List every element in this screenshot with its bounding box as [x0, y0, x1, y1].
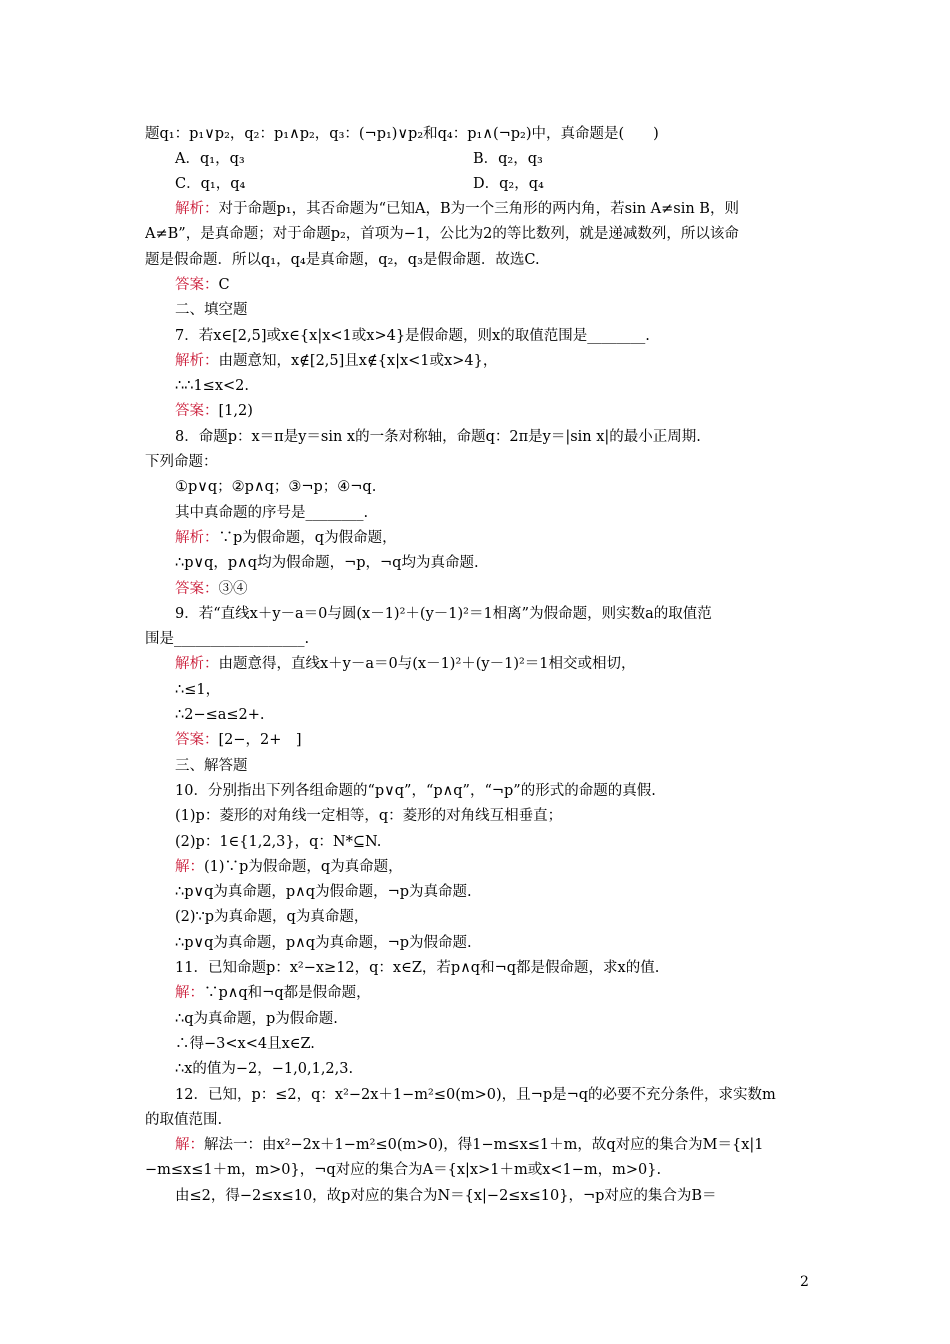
line-text: 由题意知，x∉[2,5]且x∉{x|x<1或x>4}，: [218, 353, 498, 369]
text-line: [175, 501, 815, 525]
analysis-label: 解析：: [175, 353, 219, 369]
answer-label: 答案：: [175, 581, 219, 597]
answer-label: 答案：: [175, 403, 219, 419]
text-line: [175, 399, 815, 423]
line-text: ∴p∨q，p∧q均为假命题，¬p，¬q均为真命题.: [175, 555, 479, 571]
line-text: 其中真命题的序号是________.: [175, 505, 369, 521]
line-text: 解法一：由x²−2x＋1−m²≤0(m>0)，得1−m≤x≤1＋m，故q对应的集合为M＝{x|1: [204, 1137, 764, 1153]
line-text: ∴p∨q为真命题，p∧q为真命题，¬p为假命题.: [175, 935, 472, 951]
line-text: ∵p为假命题，q为假命题，: [218, 530, 397, 546]
text-line: [175, 855, 815, 879]
answer-label: 答案：: [175, 732, 219, 748]
line-text: ∴得−3<x<4且x∈Z.: [175, 1036, 315, 1052]
text-line: [175, 703, 815, 727]
text-line: [175, 349, 815, 373]
line-text: 三、解答题: [175, 758, 248, 774]
page-number: 2: [800, 1274, 809, 1290]
text-line: [175, 905, 815, 929]
line-text: −m≤x≤1＋m，m>0}，¬q对应的集合为A＝{x|x>1＋m或x<1−m，m>0}.: [145, 1162, 662, 1178]
line-text: 10．分别指出下列各组命题的“p∨q”，“p∧q”，“¬p”的形式的命题的真假.: [175, 783, 656, 799]
line-text: [1,2): [218, 403, 253, 419]
text-line: [175, 273, 815, 297]
text-line: [175, 374, 815, 398]
line-text: (2)p：1∈{1,2,3}，q：N*⊆N.: [175, 834, 382, 850]
text-line: [145, 450, 815, 474]
text-line: [175, 1007, 815, 1031]
line-text: ①p∨q；②p∧q；③¬p；④¬q.: [175, 479, 377, 495]
analysis-label: 解析：: [175, 201, 219, 217]
line-text: 11．已知命题p：x²−x≥12，q：x∈Z，若p∧q和¬q都是假命题，求x的值.: [175, 960, 660, 976]
line-text: 题是假命题．所以q₁，q₄是真命题，q₂，q₃是假命题．故选C.: [145, 252, 540, 268]
line-text: 围是__________________.: [145, 631, 310, 647]
line-text: (1)∵p为假命题，q为真命题，: [204, 859, 403, 875]
line-text: (2)∵p为真命题，q为真命题，: [175, 909, 369, 925]
text-line: [145, 248, 815, 272]
line-text: A≠B”，是真命题；对于命题p₂，首项为−1，公比为2的等比数列，就是递减数列，所以该命: [145, 226, 739, 242]
line-text: ∴2−≤a≤2+.: [175, 707, 265, 723]
text-line: [175, 298, 815, 322]
line-text: 对于命题p₁，其否命题为“已知A，B为一个三角形的两内角，若sin A≠sin B，则: [218, 201, 739, 217]
text-line: [175, 678, 815, 702]
text-line: [175, 475, 815, 499]
line-text: 由≤2，得−2≤x≤10，故p对应的集合为N＝{x|−2≤x≤10}，¬p对应的集合为B＝: [175, 1188, 717, 1204]
line-text: [2−，2+ ]: [218, 732, 302, 748]
text-line: [175, 1032, 815, 1056]
line-text: ∴q为真命题，p为假命题.: [175, 1011, 338, 1027]
text-line: [175, 931, 815, 955]
text-line: [145, 222, 815, 246]
text-line: [175, 981, 815, 1005]
text-line: [175, 779, 815, 803]
line-text: 下列命题：: [145, 454, 218, 470]
text-line: [175, 804, 815, 828]
line-text: ∴p∨q为真命题，p∧q为假命题，¬p为真命题.: [175, 884, 472, 900]
line-text: 二、填空题: [175, 302, 248, 318]
answer-label: 答案：: [175, 277, 219, 293]
text-line: [175, 956, 815, 980]
text-line: [175, 425, 815, 449]
text-line: [175, 1057, 815, 1081]
line-text: ③④: [218, 581, 248, 597]
solution-label: 解：: [175, 1137, 204, 1153]
line-text: 8．命题p：x＝π是y＝sin x的一条对称轴，命题q：2π是y＝|sin x|的最小正周期.: [175, 429, 701, 445]
option-d: D．q₂，q₄: [473, 176, 544, 192]
solution-label: 解：: [175, 985, 204, 1001]
text-line: [145, 1158, 815, 1182]
line-text: 9．若“直线x＋y－a＝0与圆(x－1)²＋(y－1)²＝1相离”为假命题，则实数a的取值范: [175, 606, 712, 622]
text-line: [145, 627, 815, 651]
text-line: [175, 728, 815, 752]
text-line: [175, 602, 815, 626]
text-line: [175, 652, 815, 676]
option-c: C．q₁，q₄: [175, 176, 246, 192]
text-line: [175, 1083, 815, 1107]
solution-label: 解：: [175, 859, 204, 875]
text-line: [175, 830, 815, 854]
option-a: A．q₁，q₃: [175, 151, 245, 167]
line-text: 12．已知，p：≤2，q：x²−2x＋1−m²≤0(m>0)，且¬p是¬q的必要不充分条件，求实数m: [175, 1087, 776, 1103]
text-line: [175, 526, 815, 550]
line-text: 由题意得，直线x＋y－a＝0与(x－1)²＋(y－1)²＝1相交或相切，: [218, 656, 636, 672]
text-line: [175, 551, 815, 575]
analysis-label: 解析：: [175, 656, 219, 672]
text-line: [175, 197, 815, 221]
line-text: (1)p：菱形的对角线一定相等，q：菱形的对角线互相垂直；: [175, 808, 563, 824]
line-text: ∴∴1≤x<2.: [175, 378, 249, 394]
text-line: [175, 1184, 815, 1208]
text-line: [175, 324, 815, 348]
option-b: B．q₂，q₃: [473, 151, 543, 167]
text-line: [145, 1108, 815, 1132]
question-6-stem: 题q₁：p₁∨p₂，q₂：p₁∧p₂，q₃：(¬p₁)∨p₂和q₄：p₁∧(¬p₂)中，真命题是( ): [145, 126, 659, 142]
line-text: 的取值范围.: [145, 1112, 223, 1128]
line-text: ∵p∧q和¬q都是假命题，: [204, 985, 371, 1001]
text-line: [175, 1133, 815, 1157]
line-text: 7．若x∈[2,5]或x∈{x|x<1或x>4}是假命题，则x的取值范围是________.: [175, 328, 650, 344]
analysis-label: 解析：: [175, 530, 219, 546]
text-line: [175, 754, 815, 778]
line-text: ∴x的值为−2，−1,0,1,2,3.: [175, 1061, 354, 1077]
text-line: [175, 880, 815, 904]
text-line: [175, 577, 815, 601]
line-text: ∴≤1，: [175, 682, 221, 698]
line-text: C: [218, 277, 230, 293]
